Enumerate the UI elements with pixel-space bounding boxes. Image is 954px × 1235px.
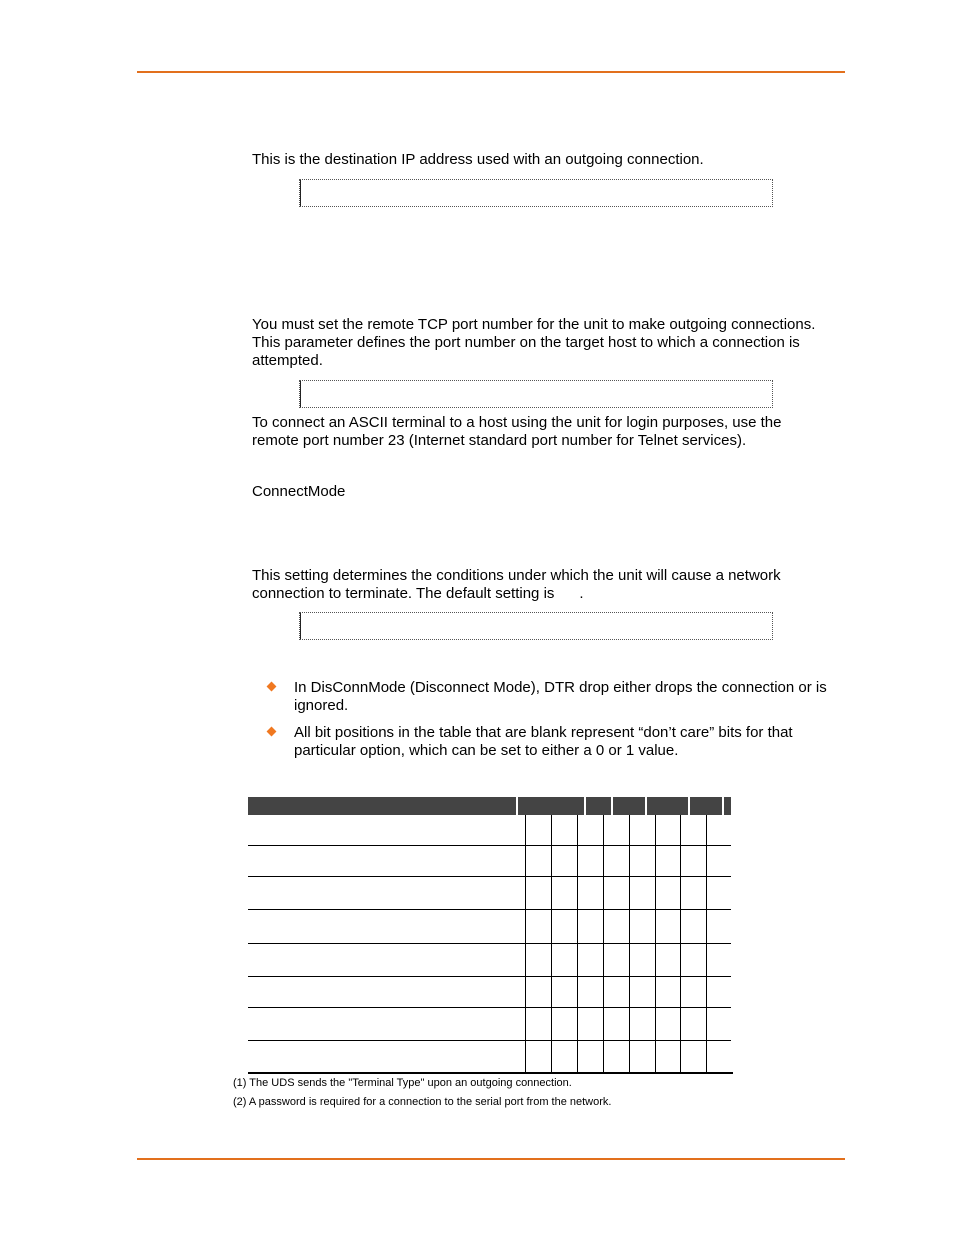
- remote-port-note: To connect an ASCII terminal to a host using the unit for login purposes, use the remote port number 23 (Internet standard port number for Telnet services).: [252, 414, 782, 449]
- table-row-line: [248, 976, 731, 977]
- remote-port-description: You must set the remote TCP port number for the unit to make outgoing connections. This parameter defines the port number on the target host to which a connection is attempted.: [252, 316, 816, 369]
- table-col-line: [525, 815, 526, 1073]
- connect-mode-heading: ConnectMode: [252, 483, 346, 500]
- table-col-line: [706, 815, 707, 1073]
- bullet-item: All bit positions in the table that are blank represent “don’t care” bits for that particular option, which can be set to either a 0 or 1 value.: [266, 724, 846, 760]
- table-col-line: [603, 815, 604, 1073]
- table-row-line: [248, 1007, 731, 1008]
- table-col-line: [680, 815, 681, 1073]
- table-col-line: [551, 815, 552, 1073]
- header-rule: [137, 71, 845, 73]
- table-col-line: [577, 815, 578, 1073]
- footnote-2: (2) A password is required for a connection to the serial port from the network.: [233, 1096, 612, 1108]
- remote-port-command-box: [299, 380, 773, 408]
- remote-ip-command-box: [299, 179, 773, 207]
- table-bottom-rule: [248, 1072, 733, 1074]
- disconn-mode-bullets: [266, 679, 846, 769]
- diamond-bullet-icon: [267, 727, 277, 737]
- table-row-line: [248, 943, 731, 944]
- table-row-line: [248, 876, 731, 877]
- table-row-line: [248, 845, 731, 846]
- disconn-mode-table: [248, 797, 733, 1075]
- table-col-line: [655, 815, 656, 1073]
- remote-ip-description: This is the destination IP address used with an outgoing connection.: [252, 151, 704, 168]
- table-row-line: [248, 909, 731, 910]
- disconn-mode-description: This setting determines the conditions under which the unit will cause a network connection to terminate. The default setting is .: [252, 567, 781, 602]
- table-col-line: [629, 815, 630, 1073]
- table-header-bar: [248, 797, 731, 815]
- footer-rule: [137, 1158, 845, 1160]
- diamond-bullet-icon: [267, 682, 277, 692]
- footnote-1: (1) The UDS sends the "Terminal Type" upon an outgoing connection.: [233, 1077, 572, 1089]
- table-row-line: [248, 1040, 731, 1041]
- bullet-item: In DisConnMode (Disconnect Mode), DTR drop either drops the connection or is ignored.: [266, 679, 846, 715]
- disconn-mode-command-box: [299, 612, 773, 640]
